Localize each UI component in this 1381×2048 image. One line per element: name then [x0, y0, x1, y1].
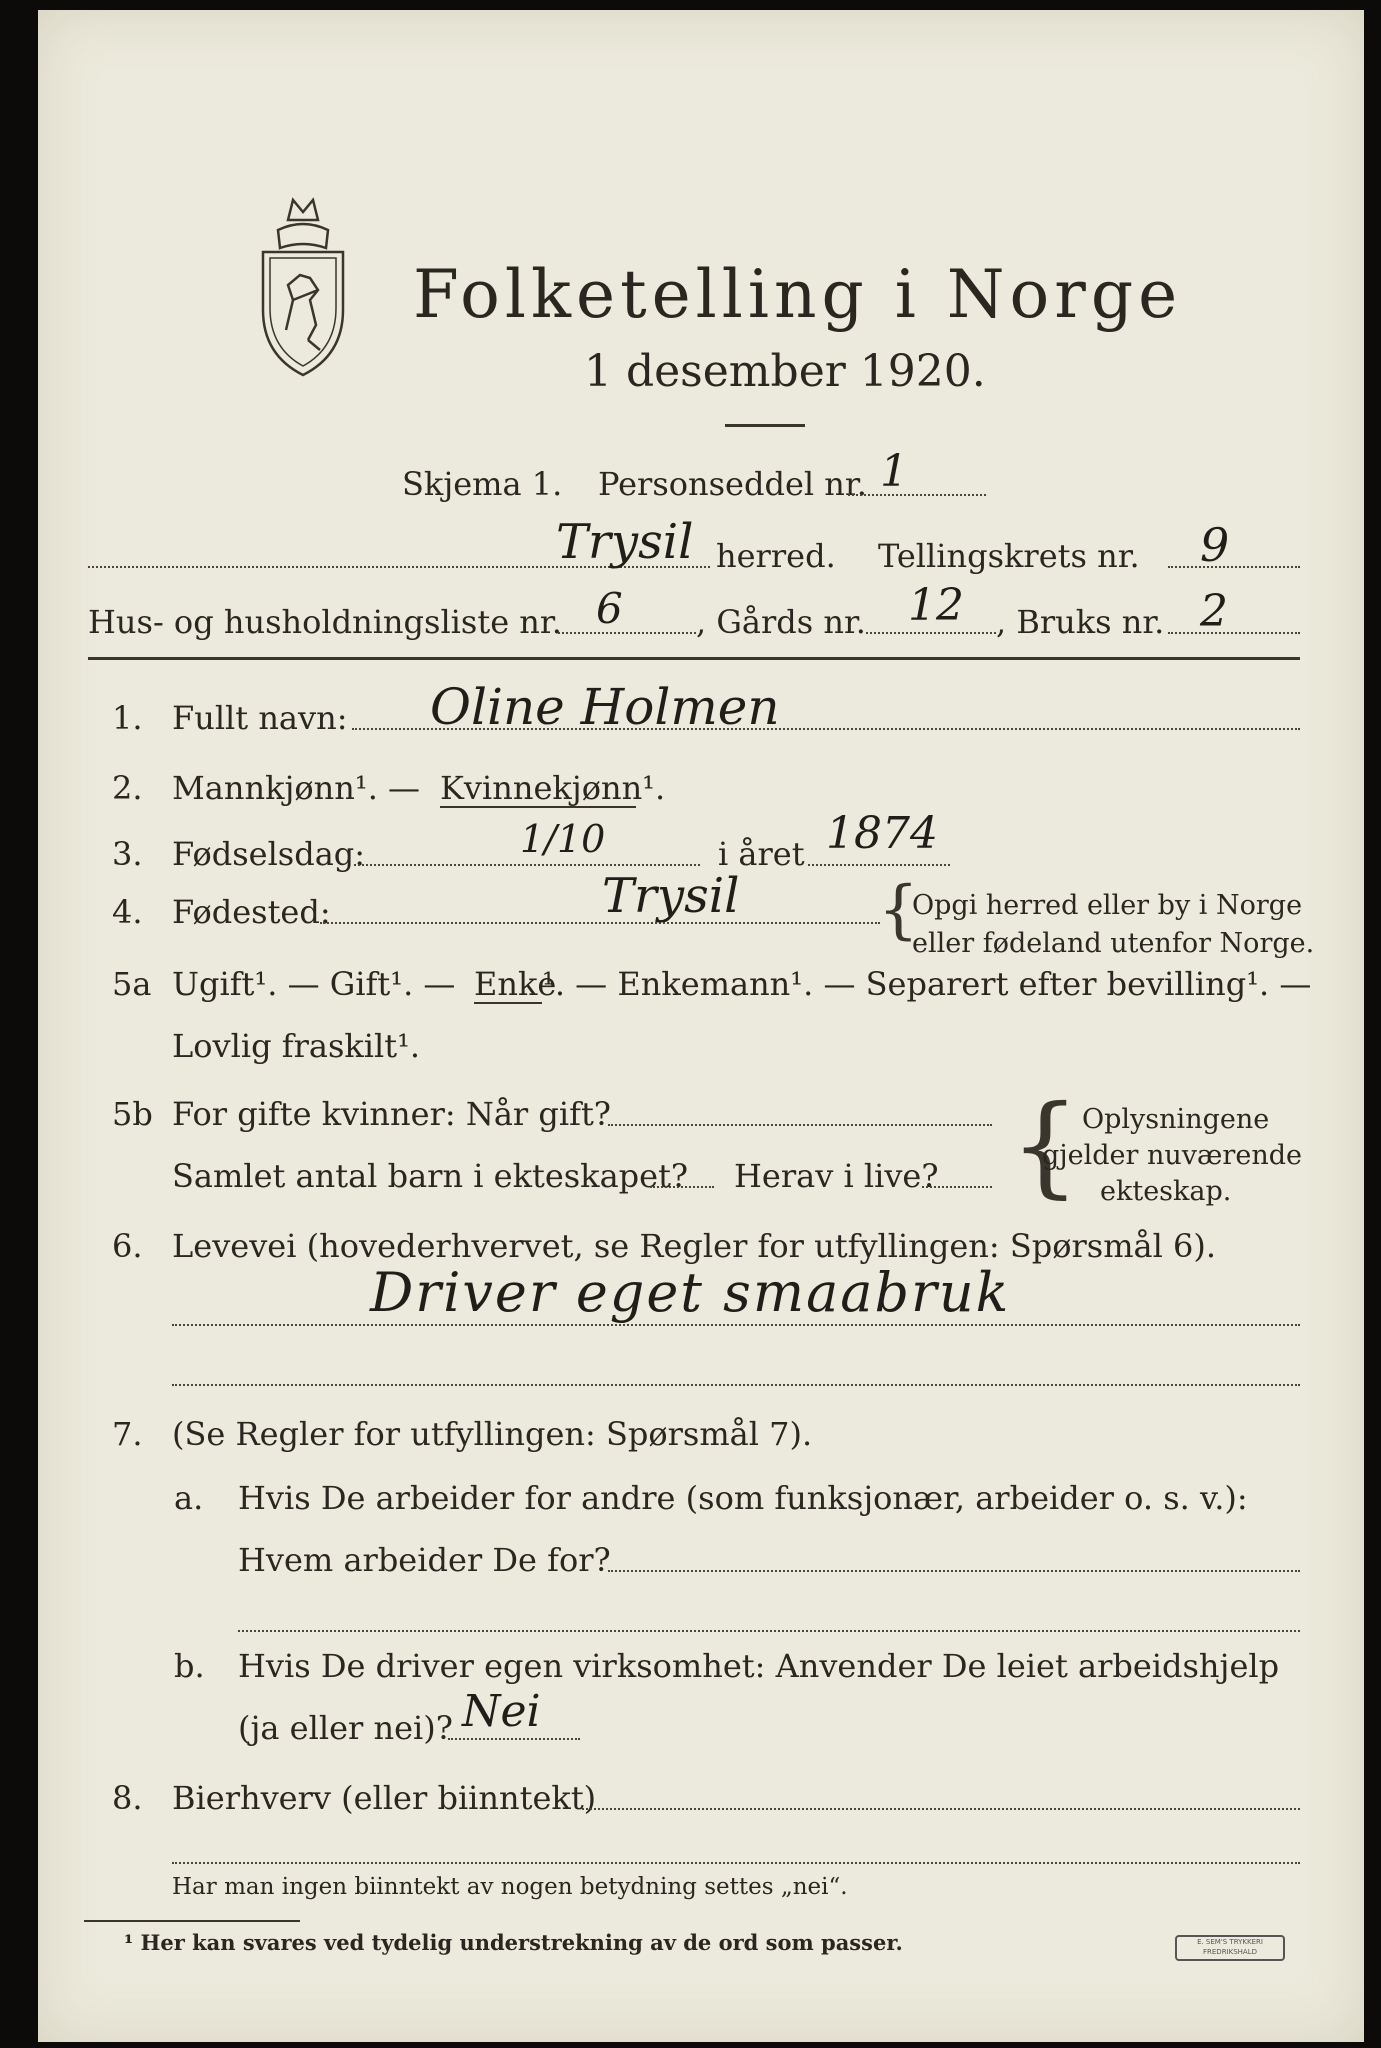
q5b-number: 5b [112, 1095, 153, 1133]
q4-label: Fødested: [172, 893, 331, 931]
q3-year-value: 1874 [826, 808, 938, 859]
q7a-line1: Hvis De arbeider for andre (som funksjonær, arbeider o. s. v.): [238, 1479, 1248, 1517]
q2-mann: Mannkjønn¹. — [172, 769, 421, 807]
q7-label: (Se Regler for utfyllingen: Spørsmål 7). [172, 1415, 813, 1453]
tellingskrets-line [1168, 566, 1300, 568]
q7a-letter: a. [174, 1479, 204, 1517]
q4-note-1: Opgi herred eller by i Norge [912, 890, 1303, 921]
q4-value: Trysil [602, 868, 740, 924]
q5a-line2: Lovlig fraskilt¹. [172, 1027, 421, 1065]
q5b-note-3: ekteskap. [1100, 1176, 1232, 1207]
q5b-line2a: Samlet antal barn i ekteskapet? [172, 1157, 689, 1195]
form-title: Folketelling i Norge [413, 256, 1183, 333]
q5b-line1-dots [608, 1124, 992, 1126]
q8-note: Har man ingen biinntekt av nogen betydning settes „nei“. [172, 1874, 848, 1900]
q5b-note-2: gjelder nuværende [1042, 1140, 1302, 1171]
q7b-letter: b. [174, 1647, 205, 1685]
q2-kvinne: Kvinnekjønn¹. [440, 769, 666, 807]
q3-year-label: i året [718, 835, 805, 873]
q5b-note-1: Oplysningene [1082, 1104, 1270, 1135]
tellingskrets-label: Tellingskrets nr. [878, 537, 1140, 575]
q7b-value: Nei [462, 1686, 541, 1737]
q5a-ugift: Ugift¹. — Gift¹. — [172, 965, 456, 1003]
q4-bracket: { [878, 873, 919, 947]
q8-number: 8. [112, 1779, 143, 1817]
title-divider [725, 424, 805, 427]
q7a-line-1 [608, 1570, 1300, 1572]
tellingskrets-value: 9 [1200, 518, 1230, 572]
personseddel-line [848, 494, 986, 496]
footnote-divider [84, 1920, 300, 1922]
q5b-line2b: Herav i live? [734, 1157, 939, 1195]
q2-number: 2. [112, 769, 143, 807]
q1-number: 1. [112, 699, 143, 737]
personseddel-value: 1 [880, 446, 908, 497]
q7b-line1: Hvis De driver egen virksomhet: Anvender De leiet arbeidshjelp [238, 1647, 1280, 1685]
q7b-line [448, 1738, 580, 1740]
q3-line [354, 864, 700, 866]
bruks-label: , Bruks nr. [996, 603, 1165, 641]
q8-label: Bierhverv (eller biinntekt) [172, 1779, 597, 1817]
q5a-underline [474, 1002, 542, 1004]
footnote: ¹ Her kan svares ved tydelig understrekning av de ord som passer. [124, 1930, 903, 1955]
printer-stamp: E. SEM'S TRYKKERI FREDRIKSHALD [1175, 1935, 1285, 1961]
q4-note-2: eller fødeland utenfor Norge. [912, 928, 1315, 959]
q5a-rest: ¹. — Enkemann¹. — Separert efter bevilling¹. — [542, 965, 1312, 1003]
q5b-line1: For gifte kvinner: Når gift? [172, 1095, 611, 1133]
hus-label: Hus- og husholdningsliste nr. [88, 603, 562, 641]
norwegian-coat-of-arms-icon [248, 190, 358, 380]
herred-label: herred. [716, 537, 836, 575]
q7-number: 7. [112, 1415, 143, 1453]
q7a-line2: Hvem arbeider De for? [238, 1541, 611, 1579]
q6-number: 6. [112, 1227, 143, 1265]
q6-line-2 [172, 1384, 1300, 1386]
census-date: 1 desember 1920. [584, 346, 986, 397]
q5b-line2a-dots [650, 1186, 714, 1188]
personseddel-label: Personseddel nr. [598, 465, 867, 503]
q5b-line2b-dots [922, 1186, 992, 1188]
gards-line [866, 632, 996, 634]
q6-line-1 [172, 1324, 1300, 1326]
herred-value: Trysil [556, 514, 694, 570]
gards-label: , Gårds nr. [696, 603, 866, 641]
q8-line-1 [582, 1808, 1300, 1810]
q1-label: Fullt navn: [172, 699, 348, 737]
q3-label: Fødselsdag: [172, 835, 366, 873]
q2-underline [440, 806, 636, 808]
q3-number: 3. [112, 835, 143, 873]
q7b-line2: (ja eller nei)? [238, 1709, 453, 1747]
q1-value: Oline Holmen [430, 678, 780, 736]
gards-value: 12 [908, 580, 964, 631]
q5a-number: 5a [112, 965, 152, 1003]
bruks-value: 2 [1200, 586, 1228, 637]
q3-value: 1/10 [520, 817, 606, 861]
skjema-label: Skjema 1. [402, 465, 563, 503]
q7a-line-2 [238, 1630, 1300, 1632]
header-divider [88, 657, 1300, 660]
q8-line-2 [172, 1862, 1300, 1864]
q5a-enke: Enke [474, 965, 557, 1003]
q5b-bracket: { [1010, 1081, 1080, 1209]
q3-year-line [808, 864, 950, 866]
bruks-line [1168, 632, 1300, 634]
q4-line [320, 922, 880, 924]
q6-label: Levevei (hovederhvervet, se Regler for utfyllingen: Spørsmål 6). [172, 1227, 1217, 1265]
hus-line [558, 632, 696, 634]
q4-number: 4. [112, 893, 143, 931]
hus-value: 6 [596, 584, 623, 633]
q6-value: Driver eget smaabruk [370, 1261, 1011, 1324]
